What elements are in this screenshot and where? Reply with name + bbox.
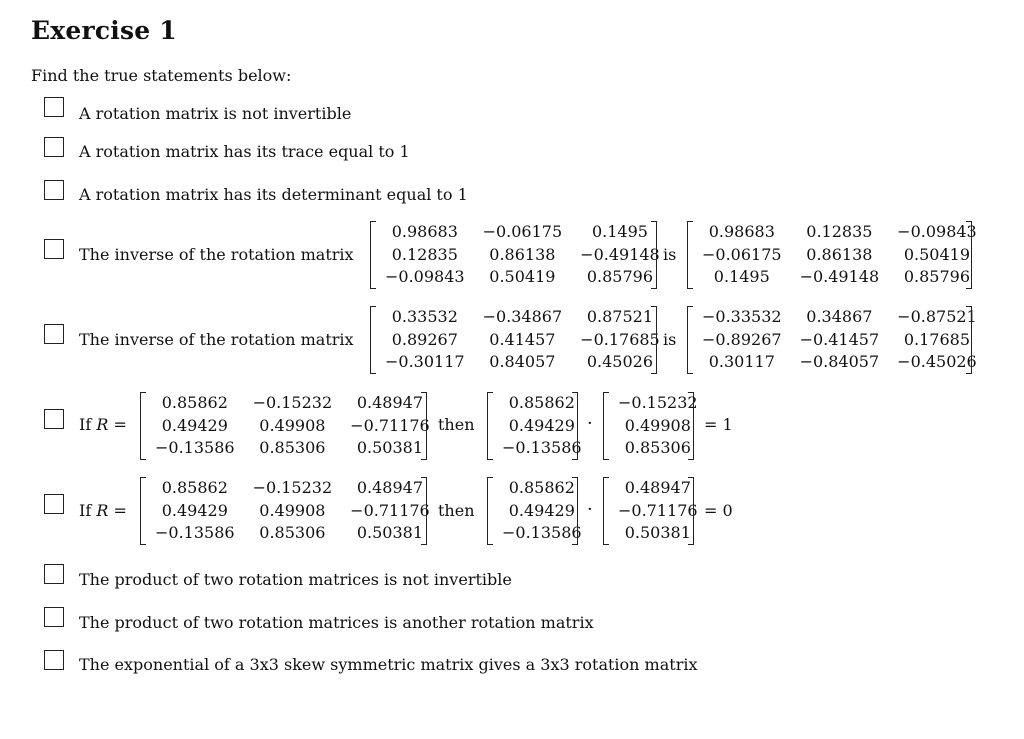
matrix-entry: 0.30117: [708, 352, 775, 372]
matrix-entry: 0.17685: [903, 329, 971, 349]
matrix-entry: −0.71176: [618, 500, 698, 520]
matrix-grid: [693, 221, 986, 289]
matrix-entry: 0.85306: [624, 438, 691, 458]
matrix-grid: [376, 221, 669, 289]
matrix-entry: 0.1495: [713, 267, 770, 287]
matrix-r-statement-7: [140, 477, 430, 545]
word-if-7: If: [79, 501, 92, 520]
matrix-entry: 0.85862: [508, 478, 575, 497]
matrix-row: [376, 306, 669, 329]
matrix-entry: 0.87521: [586, 307, 654, 326]
matrix-row: [693, 266, 986, 289]
matrix-entry: 0.49908: [259, 500, 326, 520]
statement-8-text: The product of two rotation matrices is not invertible: [79, 570, 512, 589]
matrix-entry: 0.84057: [489, 352, 556, 372]
column-vector-7-second: [603, 477, 698, 545]
matrix-entry: 0.12835: [806, 222, 873, 241]
right-bracket: [651, 221, 657, 289]
right-bracket: [688, 477, 694, 545]
right-bracket: [651, 306, 657, 374]
right-bracket: [572, 477, 578, 545]
matrix-entry: 0.89267: [391, 329, 458, 349]
matrix-entry: −0.87521: [897, 307, 977, 326]
matrix-entry: −0.13586: [502, 438, 582, 458]
word-then-6: then: [438, 415, 475, 434]
word-then-7: then: [438, 501, 475, 520]
checkbox-statement-8[interactable]: [44, 564, 64, 584]
checkbox-statement-3[interactable]: [44, 180, 64, 200]
checkbox-statement-4[interactable]: [44, 239, 64, 259]
checkbox-statement-5[interactable]: [44, 324, 64, 344]
matrix-row: [146, 500, 439, 523]
matrix-entry: −0.13586: [502, 523, 582, 543]
matrix-grid: [693, 306, 986, 374]
checkbox-statement-2[interactable]: [44, 137, 64, 157]
matrix-entry: −0.15232: [252, 393, 333, 412]
word-is-5: is: [663, 330, 677, 349]
matrix-entry: −0.09843: [385, 267, 465, 287]
statement-2-text: A rotation matrix has its trace equal to 1: [79, 142, 410, 161]
matrix-row: [376, 351, 669, 374]
matrix-entry: −0.84057: [799, 352, 880, 372]
checkbox-statement-1[interactable]: [44, 97, 64, 117]
matrix-entry: 0.49429: [161, 500, 228, 520]
matrix-entry: 0.85862: [508, 393, 575, 412]
column-vector-6-first: [487, 392, 582, 460]
matrix-entry: −0.89267: [702, 329, 782, 349]
matrix-row: [376, 266, 669, 289]
matrix-entry: 0.50381: [356, 523, 424, 543]
matrix-entry: 0.85862: [161, 393, 228, 412]
right-bracket: [966, 221, 972, 289]
matrix-entry: 0.49908: [624, 415, 691, 435]
word-if-6: If: [79, 415, 92, 434]
matrix-entry: −0.09843: [897, 222, 977, 241]
matrix-entry: 0.50381: [624, 523, 691, 543]
matrix-row: [146, 415, 439, 438]
matrix-entry: −0.17685: [580, 329, 660, 349]
matrix-entry: −0.49148: [799, 267, 880, 287]
matrix-entry: −0.45026: [897, 352, 977, 372]
matrix-entry: 0.98683: [391, 222, 458, 241]
right-bracket: [421, 477, 427, 545]
matrix-row: [693, 221, 986, 244]
statement-6-prefix: [79, 415, 127, 434]
matrix-entry: −0.49148: [580, 244, 660, 264]
matrix-entry: −0.06175: [482, 222, 563, 241]
matrix-row: [376, 329, 669, 352]
matrix-entry: 0.86138: [489, 244, 556, 264]
matrix-entry: 0.49429: [508, 415, 575, 435]
checkbox-statement-6[interactable]: [44, 409, 64, 429]
matrix-entry: −0.15232: [618, 393, 698, 412]
matrix-entry: −0.13586: [155, 438, 235, 458]
matrix-row: [146, 392, 439, 415]
variable-r-6: R: [96, 415, 109, 434]
statement-9-text: The product of two rotation matrices is another rotation matrix: [79, 613, 594, 632]
matrix-statement-5-original: [370, 306, 660, 374]
matrix-grid: [146, 477, 439, 545]
matrix-row: [693, 244, 986, 267]
statement-1-text: A rotation matrix is not invertible: [79, 104, 352, 123]
statement-3-text: A rotation matrix has its determinant equal to 1: [79, 185, 468, 204]
dot-product-6: ·: [587, 413, 593, 434]
matrix-statement-4-claimed-inverse: [687, 221, 977, 289]
right-bracket: [572, 392, 578, 460]
matrix-entry: −0.71176: [350, 500, 430, 520]
checkbox-statement-9[interactable]: [44, 607, 64, 627]
matrix-row: [693, 351, 986, 374]
result-6: = 1: [704, 415, 733, 434]
column-vector-7-first: [487, 477, 582, 545]
word-is-4: is: [663, 245, 677, 264]
matrix-statement-5-claimed-inverse: [687, 306, 977, 374]
column-vector-6-second: [603, 392, 698, 460]
page-title: Exercise 1: [31, 16, 177, 45]
dot-product-7: ·: [587, 499, 593, 520]
matrix-entry: 0.50419: [489, 267, 556, 287]
checkbox-statement-10[interactable]: [44, 650, 64, 670]
equals-sign-7: =: [113, 501, 127, 520]
matrix-grid: [146, 392, 439, 460]
right-bracket: [421, 392, 427, 460]
matrix-entry: 0.48947: [356, 478, 424, 497]
statement-7-prefix: [79, 501, 127, 520]
matrix-entry: 0.49429: [508, 500, 575, 520]
statement-4-text: The inverse of the rotation matrix: [79, 245, 354, 264]
matrix-entry: 0.98683: [708, 222, 775, 241]
matrix-entry: 0.50381: [356, 438, 424, 458]
matrix-row: [693, 306, 986, 329]
result-7: = 0: [704, 501, 733, 520]
checkbox-statement-7[interactable]: [44, 494, 64, 514]
matrix-entry: 0.41457: [489, 329, 556, 349]
matrix-entry: 0.85306: [259, 438, 326, 458]
matrix-entry: 0.48947: [624, 478, 691, 497]
matrix-entry: −0.33532: [702, 307, 782, 326]
statement-10-text: The exponential of a 3x3 skew symmetric matrix gives a 3x3 rotation matrix: [79, 655, 698, 674]
right-bracket: [966, 306, 972, 374]
matrix-row: [146, 437, 439, 460]
matrix-entry: 0.48947: [356, 393, 424, 412]
matrix-entry: −0.06175: [702, 244, 782, 264]
equals-sign-6: =: [113, 415, 127, 434]
statement-5-text: The inverse of the rotation matrix: [79, 330, 354, 349]
matrix-entry: −0.71176: [350, 415, 430, 435]
matrix-entry: 0.85862: [161, 478, 228, 497]
matrix-grid: [376, 306, 669, 374]
matrix-row: [376, 221, 669, 244]
matrix-row: [376, 244, 669, 267]
matrix-entry: 0.85306: [259, 523, 326, 543]
matrix-entry: 0.49908: [259, 415, 326, 435]
matrix-entry: 0.49429: [161, 415, 228, 435]
instruction-text: Find the true statements below:: [31, 66, 292, 85]
matrix-row: [693, 329, 986, 352]
matrix-entry: −0.34867: [482, 307, 563, 326]
matrix-row: [146, 522, 439, 545]
right-bracket: [688, 392, 694, 460]
matrix-entry: −0.30117: [385, 352, 465, 372]
matrix-r-statement-6: [140, 392, 430, 460]
matrix-entry: 0.33532: [391, 307, 458, 326]
matrix-statement-4-original: [370, 221, 660, 289]
matrix-entry: 0.86138: [806, 244, 873, 264]
matrix-row: [146, 477, 439, 500]
matrix-entry: 0.50419: [903, 244, 971, 264]
matrix-entry: 0.34867: [806, 307, 873, 326]
matrix-entry: 0.12835: [391, 244, 458, 264]
matrix-entry: −0.41457: [799, 329, 880, 349]
matrix-entry: −0.13586: [155, 523, 235, 543]
matrix-entry: −0.15232: [252, 478, 333, 497]
matrix-entry: 0.85796: [903, 267, 971, 287]
matrix-entry: 0.85796: [586, 267, 654, 287]
variable-r-7: R: [96, 501, 109, 520]
matrix-entry: 0.1495: [591, 222, 648, 241]
matrix-entry: 0.45026: [586, 352, 654, 372]
